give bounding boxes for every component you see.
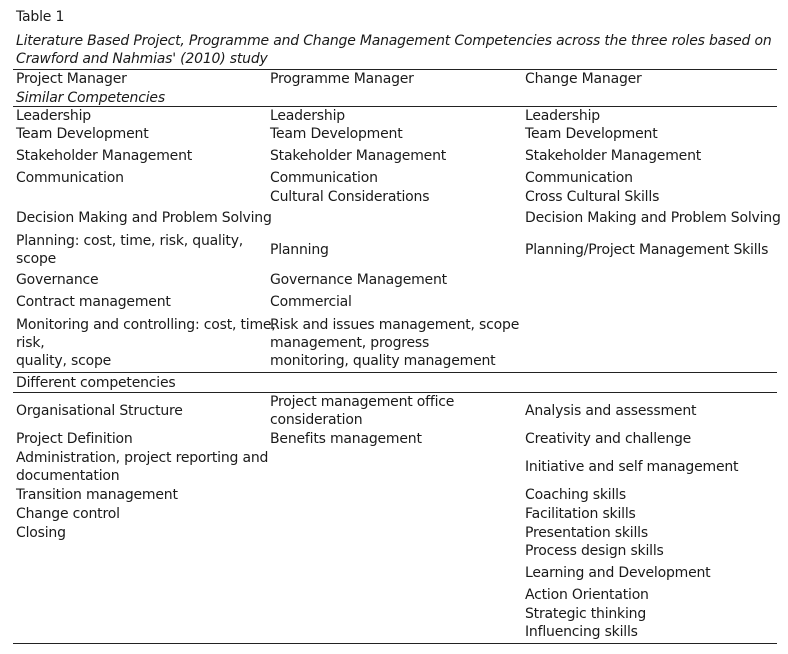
cell-text: Decision Making and Problem Solving	[16, 210, 272, 226]
cell-text: Team Development	[270, 126, 403, 142]
cell-text: Decision Making and Problem Solving	[525, 210, 781, 226]
cell-text: scope	[16, 251, 57, 267]
cell-text: Governance Management	[270, 272, 447, 288]
cell-text: Cultural Considerations	[270, 189, 430, 205]
section-label-different: Different competencies	[16, 375, 176, 391]
section-label-similar: Similar Competencies	[16, 90, 165, 106]
cell-text: Planning	[270, 242, 329, 258]
cell-text: Leadership	[270, 108, 345, 124]
cell-text: Governance	[16, 272, 99, 288]
cell-text: Stakeholder Management	[16, 148, 193, 164]
cell-text: Project Definition	[16, 431, 133, 447]
table-number: Table 1	[16, 9, 65, 25]
col-header-programme-manager: Programme Manager	[270, 71, 414, 87]
cell-text: Project management office	[270, 394, 455, 410]
cell-text: Change control	[16, 506, 120, 522]
cell-text: Strategic thinking	[525, 606, 647, 622]
cell-text: Communication	[525, 170, 633, 186]
cell-text: Team Development	[525, 126, 658, 142]
cell-text: monitoring, quality management	[270, 353, 496, 369]
cell-text: Monitoring and controlling: cost, time,	[16, 317, 276, 333]
col-header-change-manager: Change Manager	[525, 71, 642, 87]
cell-text: Contract management	[16, 294, 171, 310]
cell-text: Organisational Structure	[16, 403, 183, 419]
cell-text: quality, scope	[16, 353, 112, 369]
cell-text: Communication	[270, 170, 378, 186]
cell-text: Closing	[16, 525, 66, 541]
table-title-line1: Literature Based Project, Programme and Change Management Competencies across the three roles based on	[16, 33, 772, 49]
cell-text: Leadership	[16, 108, 91, 124]
cell-text: Planning: cost, time, risk, quality,	[16, 233, 244, 249]
cell-text: Communication	[16, 170, 124, 186]
cell-text: Planning/Project Management Skills	[525, 242, 769, 258]
section-rule	[13, 372, 777, 373]
cell-text: Learning and Development	[525, 565, 711, 581]
table-title-line2: Crawford and Nahmias' (2010) study	[16, 51, 268, 67]
cell-text: Analysis and assessment	[525, 403, 697, 419]
cell-text: Influencing skills	[525, 624, 638, 640]
cell-text: Administration, project reporting and	[16, 450, 269, 466]
cell-text: Process design skills	[525, 543, 664, 559]
bottom-rule	[13, 643, 777, 644]
cell-text: Risk and issues management, scope	[270, 317, 520, 333]
cell-text: Presentation skills	[525, 525, 648, 541]
cell-text: Leadership	[525, 108, 600, 124]
cell-text: documentation	[16, 468, 120, 484]
cell-text: Facilitation skills	[525, 506, 636, 522]
cell-text: consideration	[270, 412, 363, 428]
cell-text: Coaching skills	[525, 487, 626, 503]
cell-text: Team Development	[16, 126, 149, 142]
cell-text: Action Orientation	[525, 587, 649, 603]
cell-text: Benefits management	[270, 431, 422, 447]
cell-text: management, progress	[270, 335, 430, 351]
cell-text: Cross Cultural Skills	[525, 189, 660, 205]
cell-text: Commercial	[270, 294, 352, 310]
header-rule	[13, 106, 777, 107]
cell-text: Transition management	[16, 487, 178, 503]
col-header-project-manager: Project Manager	[16, 71, 127, 87]
cell-text: Stakeholder Management	[525, 148, 702, 164]
cell-text: Stakeholder Management	[270, 148, 447, 164]
cell-text: Creativity and challenge	[525, 431, 692, 447]
cell-text: risk,	[16, 335, 45, 351]
cell-text: Initiative and self management	[525, 459, 739, 475]
